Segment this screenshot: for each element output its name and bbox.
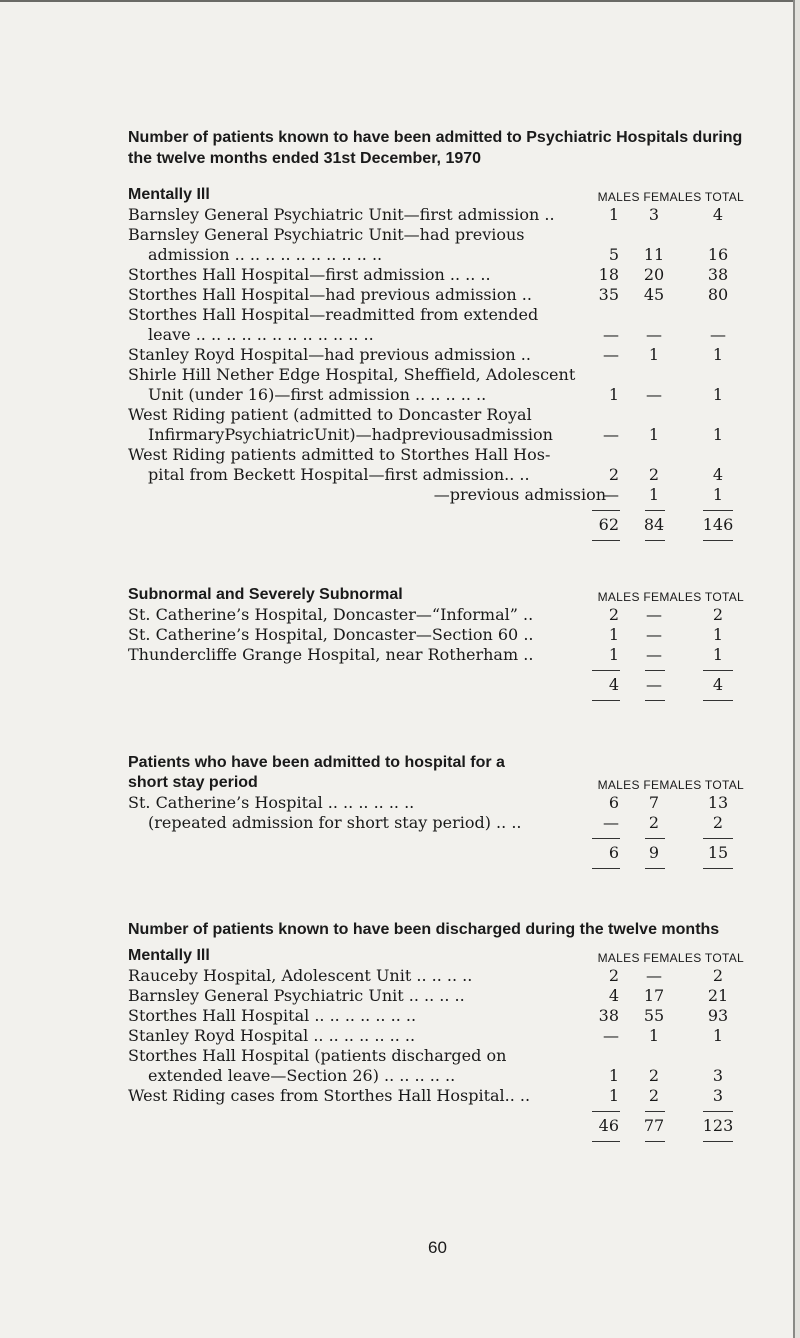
total-rule xyxy=(128,1106,744,1116)
table-row xyxy=(128,986,744,1006)
males-value: 35 xyxy=(598,285,619,304)
row-label: admission .. .. .. .. .. .. .. .. .. .. xyxy=(148,245,383,264)
row-label: pital from Beckett Hospital—first admission.. .. xyxy=(148,465,530,484)
males-value: — xyxy=(603,345,619,364)
females-value: 45 xyxy=(643,285,665,304)
rule-line xyxy=(703,700,733,701)
males-value: — xyxy=(603,425,619,444)
rule-line xyxy=(592,670,620,671)
females-total: 9 xyxy=(648,843,660,862)
admitted-section xyxy=(128,585,744,707)
page-number: 60 xyxy=(428,1238,447,1257)
total-value: 2 xyxy=(712,966,724,985)
males-value: 1 xyxy=(608,205,619,224)
row-label: Storthes Hall Hospital—readmitted from extended xyxy=(128,305,539,324)
females-value: 1 xyxy=(648,345,660,364)
table-row xyxy=(128,966,744,986)
row-label: Storthes Hall Hospital—had previous admission .. xyxy=(128,285,532,304)
rule-line xyxy=(592,838,620,839)
table-row xyxy=(128,813,744,833)
row-label: Storthes Hall Hospital (patients discharged on xyxy=(128,1046,507,1065)
males-value: 6 xyxy=(608,793,619,812)
males-total: 6 xyxy=(608,843,619,862)
table-row xyxy=(128,605,744,625)
row-label: West Riding patients admitted to Storthes Hall Hos- xyxy=(128,445,551,464)
row-label: Barnsley General Psychiatric Unit—first admission .. xyxy=(128,205,555,224)
grand-total: 4 xyxy=(712,675,724,694)
males-value: 4 xyxy=(608,986,619,1005)
total-value: 1 xyxy=(712,425,724,444)
row-label: St. Catherine’s Hospital .. .. .. .. .. .. xyxy=(128,793,415,812)
table-row xyxy=(128,245,744,265)
males-value: 2 xyxy=(608,465,619,484)
total-value: 4 xyxy=(712,205,724,224)
report-content xyxy=(128,127,744,1148)
rule-line xyxy=(645,868,665,869)
table-row xyxy=(128,1026,744,1046)
males-value: 1 xyxy=(608,1086,619,1105)
rule-line xyxy=(703,868,733,869)
males-value: — xyxy=(603,485,619,504)
total-value: 1 xyxy=(712,485,724,504)
row-label: extended leave—Section 26) .. .. .. .. .. xyxy=(148,1066,456,1085)
males-total: 46 xyxy=(598,1116,619,1135)
total-value: 1 xyxy=(712,625,724,644)
page-title: Number of patients known to have been admitted to Psychiatric Hospitals during the twelve months ended 31st December, 1970 xyxy=(128,129,743,167)
rule-line xyxy=(645,1111,665,1112)
females-value: 1 xyxy=(648,485,660,504)
row-label: Storthes Hall Hospital—first admission .. .. .. xyxy=(128,265,491,284)
females-value: 7 xyxy=(648,793,660,812)
grand-total: 146 xyxy=(702,515,734,534)
section-heading xyxy=(128,585,744,605)
total-value: 21 xyxy=(707,986,729,1005)
table-row xyxy=(128,285,744,305)
total-value: 3 xyxy=(712,1086,724,1105)
rule-line xyxy=(592,1141,620,1142)
table-row xyxy=(128,205,744,225)
males-value: 1 xyxy=(608,1066,619,1085)
total-value: 2 xyxy=(712,813,724,832)
admitted-section xyxy=(128,753,744,875)
females-value: 2 xyxy=(648,1086,660,1105)
total-rule xyxy=(128,1136,744,1148)
rule-line xyxy=(645,838,665,839)
discharged-title: Number of patients known to have been discharged during the twelve months xyxy=(128,921,720,938)
males-value: 1 xyxy=(608,385,619,404)
females-value: 2 xyxy=(648,465,660,484)
table-row xyxy=(128,445,744,465)
rule-line xyxy=(645,700,665,701)
table-row xyxy=(128,1046,744,1066)
page-top-edge xyxy=(0,0,800,2)
total-value: 1 xyxy=(712,1026,724,1045)
females-value: — xyxy=(646,325,662,344)
section-heading xyxy=(128,946,744,966)
rule-line xyxy=(703,510,733,511)
rule-line xyxy=(703,540,733,541)
total-value: 80 xyxy=(707,285,729,304)
table-row xyxy=(128,645,744,665)
table-row xyxy=(128,225,744,245)
total-value: 1 xyxy=(712,645,724,664)
males-total: 62 xyxy=(598,515,619,534)
males-value: 1 xyxy=(608,625,619,644)
section-heading-label: Mentally Ill xyxy=(128,947,210,964)
females-value: — xyxy=(646,605,662,624)
row-label: (repeated admission for short stay period) .. .. xyxy=(148,813,522,832)
females-value: 20 xyxy=(643,265,665,284)
males-value: 38 xyxy=(598,1006,619,1025)
table-row xyxy=(128,1066,744,1086)
table-row xyxy=(128,625,744,645)
females-value: — xyxy=(646,385,662,404)
total-value: 38 xyxy=(707,265,729,284)
total-rule xyxy=(128,505,744,515)
totals-row xyxy=(128,675,744,695)
table-row xyxy=(128,345,744,365)
females-total: 77 xyxy=(643,1116,665,1135)
row-label: St. Catherine’s Hospital, Doncaster—“Informal” .. xyxy=(128,605,534,624)
females-value: 11 xyxy=(643,245,665,264)
row-label: Rauceby Hospital, Adolescent Unit .. .. .. .. xyxy=(128,966,473,985)
table-row xyxy=(128,385,744,405)
total-value: 16 xyxy=(707,245,729,264)
males-value: 5 xyxy=(608,245,619,264)
section-heading xyxy=(128,753,744,793)
rule-line xyxy=(592,540,620,541)
section-heading-label: Patients who have been admitted to hospital for a xyxy=(128,754,505,771)
row-label: Barnsley General Psychiatric Unit—had previous xyxy=(128,225,525,244)
admitted-section xyxy=(128,185,744,547)
rule-line xyxy=(703,1111,733,1112)
males-value: — xyxy=(603,813,619,832)
total-value: 1 xyxy=(712,385,724,404)
row-label: Storthes Hall Hospital .. .. .. .. .. .. .. xyxy=(128,1006,417,1025)
table-row xyxy=(128,405,744,425)
section-heading-label: Subnormal and Severely Subnormal xyxy=(128,586,403,603)
females-value: 1 xyxy=(648,1026,660,1045)
females-value: 3 xyxy=(648,205,660,224)
table-row xyxy=(128,365,744,385)
females-value: — xyxy=(646,625,662,644)
section-heading-label-2: short stay period xyxy=(128,774,258,791)
total-rule xyxy=(128,833,744,843)
females-total: 84 xyxy=(643,515,665,534)
females-value: 1 xyxy=(648,425,660,444)
grand-total: 15 xyxy=(707,843,729,862)
males-value: 2 xyxy=(608,966,619,985)
males-value: 1 xyxy=(608,645,619,664)
row-label: Stanley Royd Hospital .. .. .. .. .. .. .. xyxy=(128,1026,416,1045)
spacer xyxy=(128,169,744,185)
row-label: leave .. .. .. .. .. .. .. .. .. .. .. .. xyxy=(148,325,374,344)
total-value: — xyxy=(710,325,726,344)
males-value: 2 xyxy=(608,605,619,624)
column-header: MALES FEMALES TOTAL xyxy=(597,190,744,204)
section-heading-label: Mentally Ill xyxy=(128,186,210,203)
total-value: 3 xyxy=(712,1066,724,1085)
total-rule xyxy=(128,695,744,707)
column-header: MALES FEMALES TOTAL xyxy=(597,951,744,965)
total-value: 1 xyxy=(712,345,724,364)
rule-line xyxy=(703,838,733,839)
rule-line xyxy=(703,1141,733,1142)
row-label: —previous admission xyxy=(433,485,606,504)
table-row xyxy=(128,793,744,813)
rule-line xyxy=(645,1141,665,1142)
females-value: 2 xyxy=(648,1066,660,1085)
row-label: West Riding patient (admitted to Doncaster Royal xyxy=(128,405,532,424)
row-label: Stanley Royd Hospital—had previous admission .. xyxy=(128,345,531,364)
discharged-section xyxy=(128,946,744,1148)
totals-row xyxy=(128,843,744,863)
females-value: 55 xyxy=(643,1006,665,1025)
grand-total: 123 xyxy=(702,1116,734,1135)
total-value: 2 xyxy=(712,605,724,624)
females-value: — xyxy=(646,645,662,664)
table-row xyxy=(128,1006,744,1026)
row-label: Shirle Hill Nether Edge Hospital, Sheffield, Adolescent xyxy=(128,365,576,384)
table-row xyxy=(128,325,744,345)
row-label: InfirmaryPsychiatricUnit)—hadpreviousadmission xyxy=(148,425,553,444)
column-header: MALES FEMALES TOTAL xyxy=(597,590,744,604)
total-rule xyxy=(128,665,744,675)
males-total: 4 xyxy=(608,675,619,694)
table-row xyxy=(128,485,744,505)
total-value: 13 xyxy=(707,793,729,812)
rule-line xyxy=(592,700,620,701)
rule-line xyxy=(645,510,665,511)
table-row xyxy=(128,305,744,325)
totals-row xyxy=(128,1116,744,1136)
row-label: Unit (under 16)—first admission .. .. .. .. .. xyxy=(148,385,487,404)
females-value: 17 xyxy=(643,986,665,1005)
table-row xyxy=(128,265,744,285)
row-label: St. Catherine’s Hospital, Doncaster—Section 60 .. xyxy=(128,625,534,644)
males-value: — xyxy=(603,1026,619,1045)
table-row xyxy=(128,465,744,485)
total-rule xyxy=(128,535,744,547)
rule-line xyxy=(645,670,665,671)
males-value: 18 xyxy=(598,265,619,284)
females-value: — xyxy=(646,966,662,985)
total-value: 4 xyxy=(712,465,724,484)
table-row xyxy=(128,1086,744,1106)
row-label: Barnsley General Psychiatric Unit .. .. .. .. xyxy=(128,986,465,1005)
section-heading xyxy=(128,185,744,205)
rule-line xyxy=(645,540,665,541)
total-rule xyxy=(128,863,744,875)
males-value: — xyxy=(603,325,619,344)
column-header: MALES FEMALES TOTAL xyxy=(597,778,744,792)
total-value: 93 xyxy=(707,1006,729,1025)
rule-line xyxy=(592,510,620,511)
rule-line xyxy=(592,868,620,869)
totals-row xyxy=(128,515,744,535)
females-value: 2 xyxy=(648,813,660,832)
rule-line xyxy=(703,670,733,671)
females-total: — xyxy=(646,675,662,694)
row-label: Thundercliffe Grange Hospital, near Rotherham .. xyxy=(128,645,534,664)
row-label: West Riding cases from Storthes Hall Hospital.. .. xyxy=(128,1086,531,1105)
page-fold xyxy=(795,0,800,1338)
rule-line xyxy=(592,1111,620,1112)
table-row xyxy=(128,425,744,445)
